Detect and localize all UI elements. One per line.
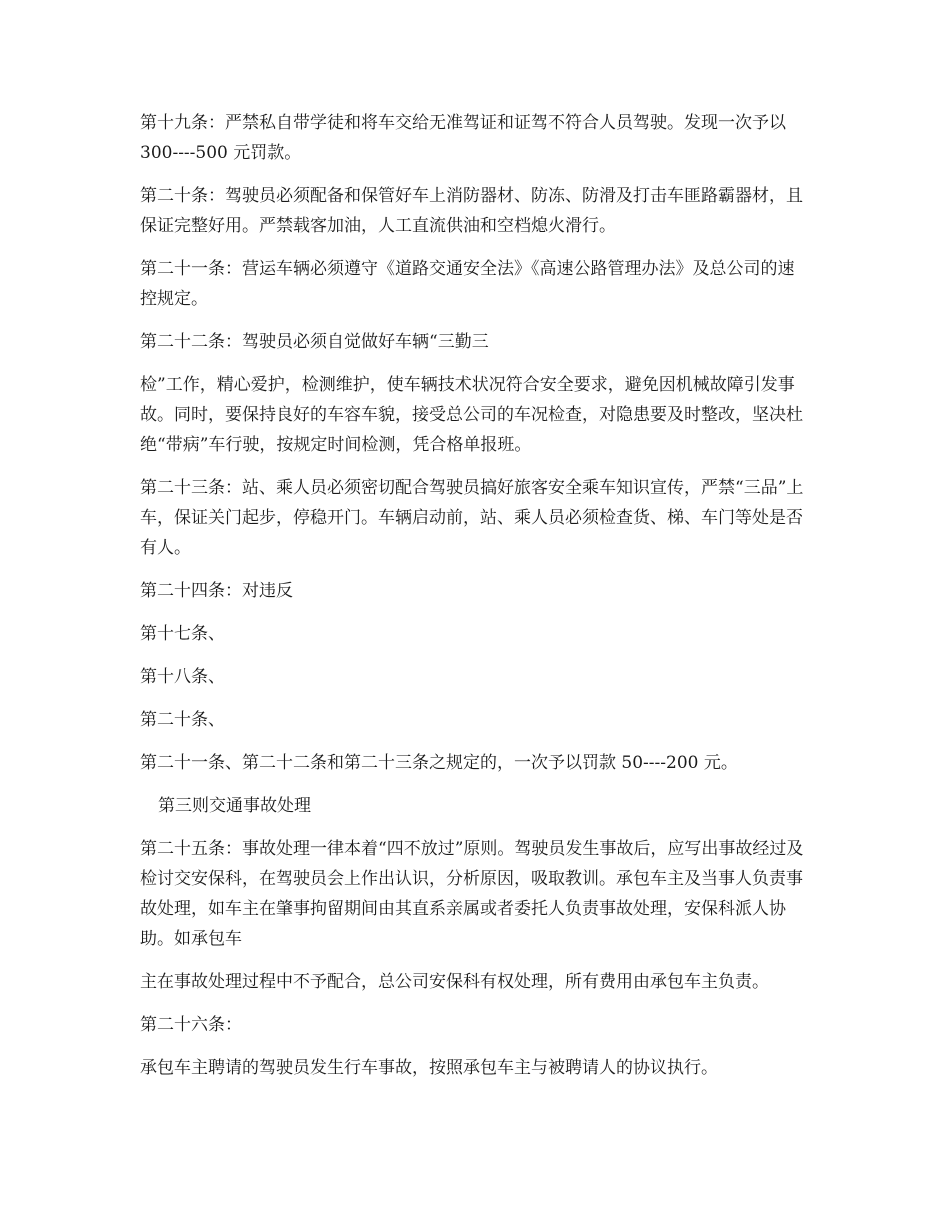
text-line: 绝“带病”车行驶，按规定时间检测，凭合格单报班。: [140, 435, 532, 455]
text-line: 第二十一条、第二十二条和第二十三条之规定的，一次予以罚款 50----200 元。: [140, 753, 738, 773]
text-line: 第二十五条：事故处理一律本着“四不放过”原则。驾驶员发生事故后，应写出事故经过及: [140, 839, 804, 859]
paragraph: [140, 834, 812, 954]
paragraph: [140, 748, 812, 778]
text-line: 车，保证关门起步，停稳开门。车辆启动前，站、乘人员必须检查货、梯、车门等处是否: [140, 508, 803, 528]
text-line: 第二十三条：站、乘人员必须密切配合驾驶员搞好旅客安全乘车知识宣传，严禁“三品”上: [140, 478, 804, 498]
paragraph: [140, 108, 812, 168]
paragraph: [140, 705, 812, 735]
paragraph: [140, 576, 812, 606]
text-line: 控规定。: [140, 289, 208, 309]
paragraph: [140, 370, 812, 460]
paragraph: [140, 1053, 812, 1083]
text-line: 300----500 元罚款。: [140, 143, 302, 163]
text-line: 故处理，如车主在肇事拘留期间由其直系亲属或者委托人负责事故处理，安保科派人协: [140, 899, 786, 919]
text-line: 第二十四条：对违反: [140, 581, 293, 601]
text-line: 有人。: [140, 538, 191, 558]
paragraph: [140, 662, 812, 692]
text-line: 承包车主聘请的驾驶员发生行车事故，按照承包车主与被聘请人的协议执行。: [140, 1058, 718, 1078]
text-line: 故。同时，要保持良好的车容车貌，接受总公司的车况检查，对隐患要及时整改，坚决杜: [140, 405, 803, 425]
paragraph: [140, 254, 812, 314]
text-line: 第十七条、: [140, 624, 225, 644]
section-heading: [140, 791, 812, 821]
text-line: 保证完整好用。严禁载客加油，人工直流供油和空档熄火滑行。: [140, 216, 616, 236]
paragraph: [140, 181, 812, 241]
text-line: 第二十一条：营运车辆必须遵守《道路交通安全法》《高速公路管理办法》及总公司的速: [140, 259, 795, 279]
paragraph: [140, 967, 812, 997]
text-line: 第二十条：驾驶员必须配备和保管好车上消防器材、防冻、防滑及打击车匪路霸器材，且: [140, 186, 803, 206]
paragraph: [140, 619, 812, 649]
paragraph: [140, 327, 812, 357]
text-line: 助。如承包车: [140, 929, 242, 949]
text-line: 第三则交通事故处理: [158, 796, 311, 816]
text-line: 检讨交安保科，在驾驶员会上作出认识，分析原因，吸取教训。承包车主及当事人负责事: [140, 869, 803, 889]
text-line: 第二十条、: [140, 710, 225, 730]
text-line: 第二十六条：: [140, 1015, 242, 1035]
paragraph: [140, 473, 812, 563]
document-body: [140, 108, 812, 1096]
text-line: 第十九条：严禁私自带学徒和将车交给无准驾证和证驾不符合人员驾驶。发现一次予以: [140, 113, 786, 133]
text-line: 主在事故处理过程中不予配合，总公司安保科有权处理，所有费用由承包车主负责。: [140, 972, 769, 992]
text-line: 第十八条、: [140, 667, 225, 687]
text-line: 检”工作，精心爱护，检测维护，使车辆技术状况符合安全要求，避免因机械故障引发事: [140, 375, 795, 395]
paragraph: [140, 1010, 812, 1040]
text-line: 第二十二条：驾驶员必须自觉做好车辆“三勤三: [140, 332, 489, 352]
